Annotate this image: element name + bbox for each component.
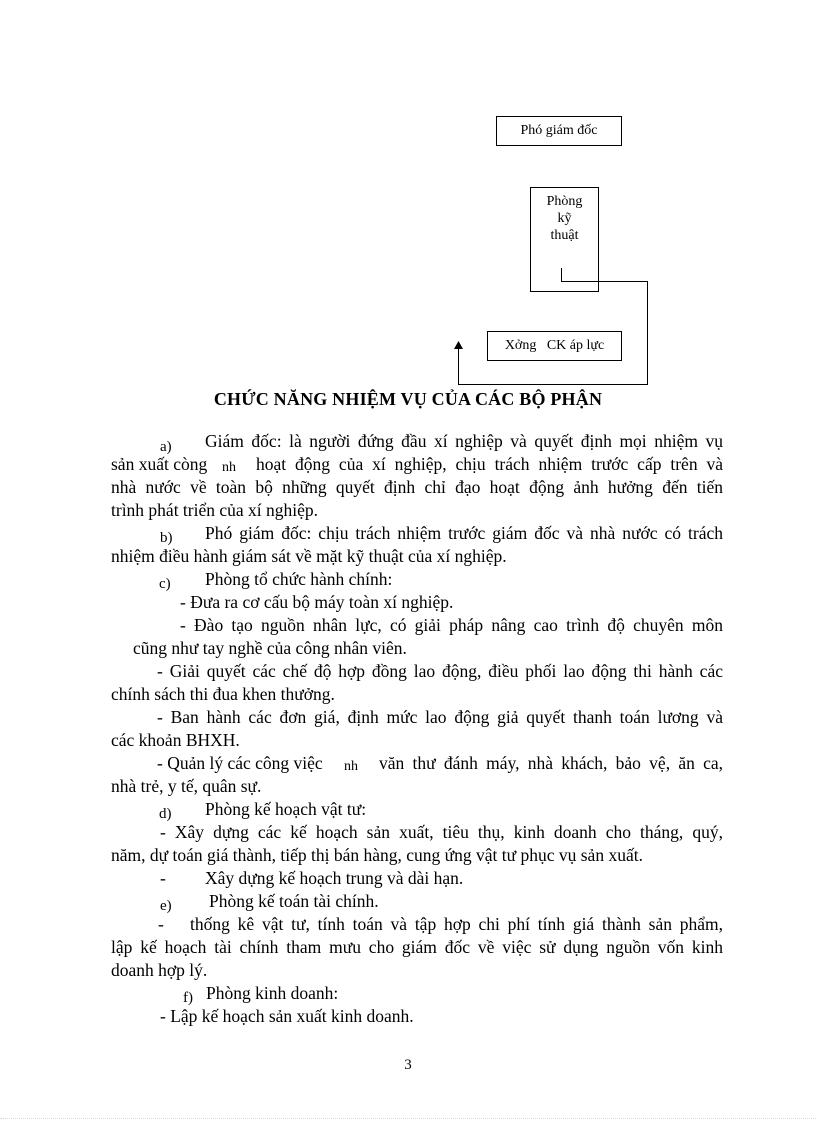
marker-f: f) [183, 990, 193, 1006]
para-a-line1: Giám đốc: là người đứng đầu xí nghiệp và quyết định mọi nhiệm vụ [205, 431, 723, 451]
para-e-item1-line3: doanh hợp lý. [111, 960, 208, 980]
para-b-line1: Phó giám đốc: chịu trách nhiệm trước giám đốc và nhà nước có trách [205, 523, 723, 543]
para-c-item3-line2: chính sách thi đua khen thưởng. [111, 684, 335, 704]
connector-tick [561, 268, 562, 281]
connector-top [561, 281, 648, 282]
para-f-item1: - Lập kế hoạch sản xuất kinh doanh. [160, 1006, 414, 1026]
para-a-line3: nhà nước về toàn bộ những quyết định chỉ đạo hoạt động ảnh hưởng đến tiến [111, 477, 723, 497]
marker-b: b) [160, 530, 173, 546]
para-c-item5-line1-start: - Quản lý các công việc [157, 753, 323, 773]
connector-right [647, 281, 648, 384]
connector-bottom [458, 384, 648, 385]
tech-dept-label-line3: thuật [550, 228, 579, 243]
section-title: CHỨC NĂNG NHIỆM VỤ CỦA CÁC BỘ PHẬN [213, 389, 603, 409]
para-f-heading: Phòng kinh doanh: [206, 983, 339, 1003]
vice-director-box [496, 116, 622, 146]
para-a-line2-end: hoạt động của xí nghiệp, chịu trách nhiệm trước cấp trên và [256, 454, 723, 474]
para-c-item1: - Đưa ra cơ cấu bộ máy toàn xí nghiệp. [180, 592, 454, 612]
subscript-nh-1: nh [222, 460, 236, 475]
vice-director-label: Phó giám đốc [520, 123, 598, 138]
marker-c: c) [159, 576, 171, 592]
para-d-item2: Xây dựng kế hoạch trung và dài hạn. [205, 868, 464, 888]
para-b-line2: nhiệm điều hành giám sát về mặt kỹ thuật của xí nghiệp. [111, 546, 507, 566]
para-e-item1-line1: thống kê vật tư, tính toán và tập hợp chi phí tính giá thành sản phẩm, [190, 914, 723, 934]
para-c-heading: Phòng tổ chức hành chính: [205, 569, 393, 589]
tech-dept-box [530, 187, 599, 292]
para-c-item5-line2: nhà trẻ, y tế, quân sự. [111, 776, 262, 796]
para-c-item2-line2: cũng như tay nghề của công nhân viên. [133, 638, 407, 658]
marker-a: a) [160, 439, 172, 455]
page-bottom-border [0, 1118, 816, 1119]
para-a-line2-start: sản xuất còng [111, 454, 208, 474]
para-c-item4-line1: - Ban hành các đơn giá, định mức lao động giả quyết thanh toán lương và [157, 707, 723, 727]
connector-left [458, 347, 459, 384]
para-a-line4: trình phát triển của xí nghiệp. [111, 500, 319, 520]
para-c-item4-line2: các khoản BHXH. [111, 730, 240, 750]
page-number: 3 [404, 1057, 412, 1073]
para-c-item2-line1: - Đào tạo nguồn nhân lực, có giải pháp nâng cao trình độ chuyên môn [180, 615, 723, 635]
marker-e: e) [160, 898, 172, 914]
para-d-item2-dash: - [160, 868, 166, 888]
para-e-heading: Phòng kế toán tài chính. [209, 891, 379, 911]
para-d-item1-line2: năm, dự toán giá thành, tiếp thị bán hàng, cung ứng vật tư phục vụ sản xuất. [111, 845, 643, 865]
para-e-item1-line2: lập kế hoạch tài chính tham mưu cho giám đốc về việc sử dụng nguồn vốn kinh [111, 937, 723, 957]
workshop-label: Xởng CK áp lực [504, 338, 605, 353]
para-c-item5-line1-end: văn thư đánh máy, nhà khách, bảo vệ, ăn ca, [379, 753, 723, 773]
tech-dept-label-line1: Phòng [546, 194, 583, 209]
para-d-item1-line1: - Xây dựng các kế hoạch sản xuất, tiêu thụ, kinh doanh cho tháng, quý, [160, 822, 723, 842]
marker-d: d) [159, 806, 172, 822]
up-arrow-icon [454, 341, 463, 350]
para-c-item3-line1: - Giải quyết các chế độ hợp đồng lao động, điều phối lao động thi hành các [157, 661, 723, 681]
subscript-nh-2: nh [344, 759, 358, 774]
tech-dept-label-line2: kỹ [557, 211, 572, 226]
para-e-item1-dash: - [158, 914, 164, 934]
workshop-box [487, 331, 622, 361]
para-d-heading: Phòng kế hoạch vật tư: [205, 799, 367, 819]
